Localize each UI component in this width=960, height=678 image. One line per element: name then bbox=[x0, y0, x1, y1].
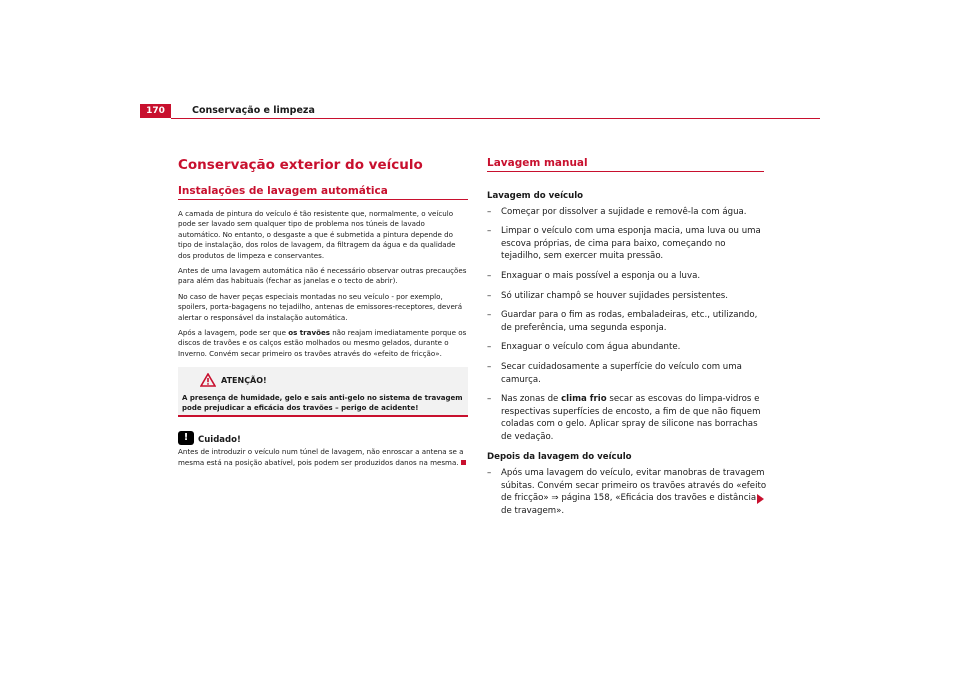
list-item-text: Secar cuidadosamente a superfície do veículo com uma camurça. bbox=[501, 361, 742, 385]
brakes-emphasis: os travões bbox=[288, 328, 330, 338]
list-item-text: Enxaguar o veículo com água abundante. bbox=[501, 342, 681, 353]
left-column bbox=[178, 156, 468, 468]
list-dash: – bbox=[487, 290, 492, 301]
list-item bbox=[487, 206, 767, 219]
warning-triangle-icon bbox=[200, 373, 216, 387]
list-dash: – bbox=[487, 342, 492, 353]
text-run: secar as escovas do limpa-vidros e respectivas superfícies de encosto, a fim de que não fiquem coladas com o gelo. Aplicar spray de silicone nas borrachas de vedação. bbox=[501, 394, 761, 442]
list-dash: – bbox=[487, 361, 492, 372]
paragraph: No caso de haver peças especiais montadas no seu veículo - por exemplo, spoilers, porta-bagagens no tejadilho, antenas de emissores-receptores, deverá alertar o responsável da instalação automática. bbox=[178, 291, 463, 322]
list-dash: – bbox=[487, 226, 492, 237]
list-item bbox=[487, 467, 767, 517]
list-dash: – bbox=[487, 270, 492, 281]
paragraph: A camada de pintura do veículo é tão resistente que, normalmente, o veículo pode ser lavado sem qualquer tipo de problema nos túneis de lavado automático. No entanto, o desgaste a que é submetida a pintura depende do tipo de instalação, dos rolos de lavagem, da filtragem da água e da qualidade dos produtos de limpeza e conservantes. bbox=[178, 209, 456, 260]
manual-wash-text bbox=[487, 190, 767, 517]
list-dash: – bbox=[487, 468, 492, 479]
list-item bbox=[487, 270, 767, 283]
list-item-text: Enxaguar o mais possível a esponja ou a luva. bbox=[501, 270, 701, 281]
section-title-washing: Lavagem do veículo bbox=[487, 191, 584, 201]
next-page-arrow-icon bbox=[757, 494, 764, 504]
list-item-cold-climate bbox=[487, 393, 767, 443]
header-rule bbox=[171, 118, 820, 119]
list-item bbox=[487, 309, 767, 334]
list-item-text bbox=[501, 393, 767, 443]
subsection-heading-manual-wash: Lavagem manual bbox=[487, 156, 764, 172]
paragraph: Antes de uma lavagem automática não é necessário observar outras precauções para além das habituais (fechar as janelas e o tecto de abrir). bbox=[178, 266, 467, 286]
caution-box bbox=[178, 431, 468, 468]
list-item bbox=[487, 361, 767, 386]
text-run: não reajam imediatamente porque os discos de travões e os calços estão molhados ou mesmo gelados, durante o Inverno. Convém secar primeiro os travões através do «efeito de fricção». bbox=[178, 328, 467, 358]
caution-text-block bbox=[178, 447, 468, 468]
caution-text: Antes de introduzir o veículo num túnel de lavagem, não enroscar a antena se a mesma está na posição abatível, pois podem ser produzidos danos na mesma. bbox=[178, 447, 464, 467]
list-item-text: Começar por dissolver a sujidade e removê-la com água. bbox=[501, 206, 747, 217]
warning-header bbox=[200, 373, 464, 387]
text-run: Nas zonas de bbox=[501, 394, 562, 405]
warning-box bbox=[178, 367, 468, 417]
list-item bbox=[487, 225, 767, 263]
caution-exclamation-icon: ! bbox=[178, 431, 194, 445]
list-item-text: Só utilizar champô se houver sujidades persistentes. bbox=[501, 290, 728, 301]
list-item bbox=[487, 341, 767, 354]
warning-text: A presença de humidade, gelo e sais anti-gelo no sistema de travagem pode prejudicar a eficácia dos travões – perigo de acidente! bbox=[182, 394, 463, 413]
automatic-wash-text bbox=[178, 209, 468, 359]
section-title-after-wash: Depois da lavagem do veículo bbox=[487, 451, 632, 462]
list-item-text: Guardar para o fim as rodas, embaladeiras, etc., utilizando, de preferência, uma segunda esponja. bbox=[501, 310, 758, 333]
caution-header bbox=[178, 431, 468, 445]
list-dash: – bbox=[487, 310, 492, 321]
list-item-text: Após uma lavagem do veículo, evitar manobras de travagem súbitas. Convém secar primeiro os travões através do «efeito de fricção» ⇒ página 158, «Eficácia dos travões e distância de travagem». bbox=[501, 468, 767, 516]
right-column bbox=[487, 156, 767, 524]
list-item-text: Limpar o veículo com uma esponja macia, uma luva ou uma escova próprias, de cima para baixo, começando no tejadilho, sem exercer muita pressão. bbox=[501, 226, 761, 262]
warning-title: ATENÇÃO! bbox=[221, 375, 267, 385]
page-header bbox=[140, 104, 820, 118]
subsection-heading-automatic-wash: Instalações de lavagem automática bbox=[178, 184, 468, 200]
text-run: Após a lavagem, pode ser que bbox=[178, 328, 289, 338]
list-dash: – bbox=[487, 206, 492, 217]
list-dash: – bbox=[487, 394, 492, 405]
page-number: 170 bbox=[140, 104, 171, 118]
cold-climate-emphasis: clima frio bbox=[561, 394, 607, 405]
list-item bbox=[487, 290, 767, 303]
section-heading: Conservação exterior do veículo bbox=[178, 157, 423, 173]
end-of-section-mark-icon bbox=[461, 460, 466, 465]
caution-title: Cuidado! bbox=[198, 435, 241, 446]
paragraph-brakes bbox=[178, 328, 468, 359]
warning-rule bbox=[178, 415, 468, 417]
chapter-title: Conservação e limpeza bbox=[192, 105, 315, 116]
